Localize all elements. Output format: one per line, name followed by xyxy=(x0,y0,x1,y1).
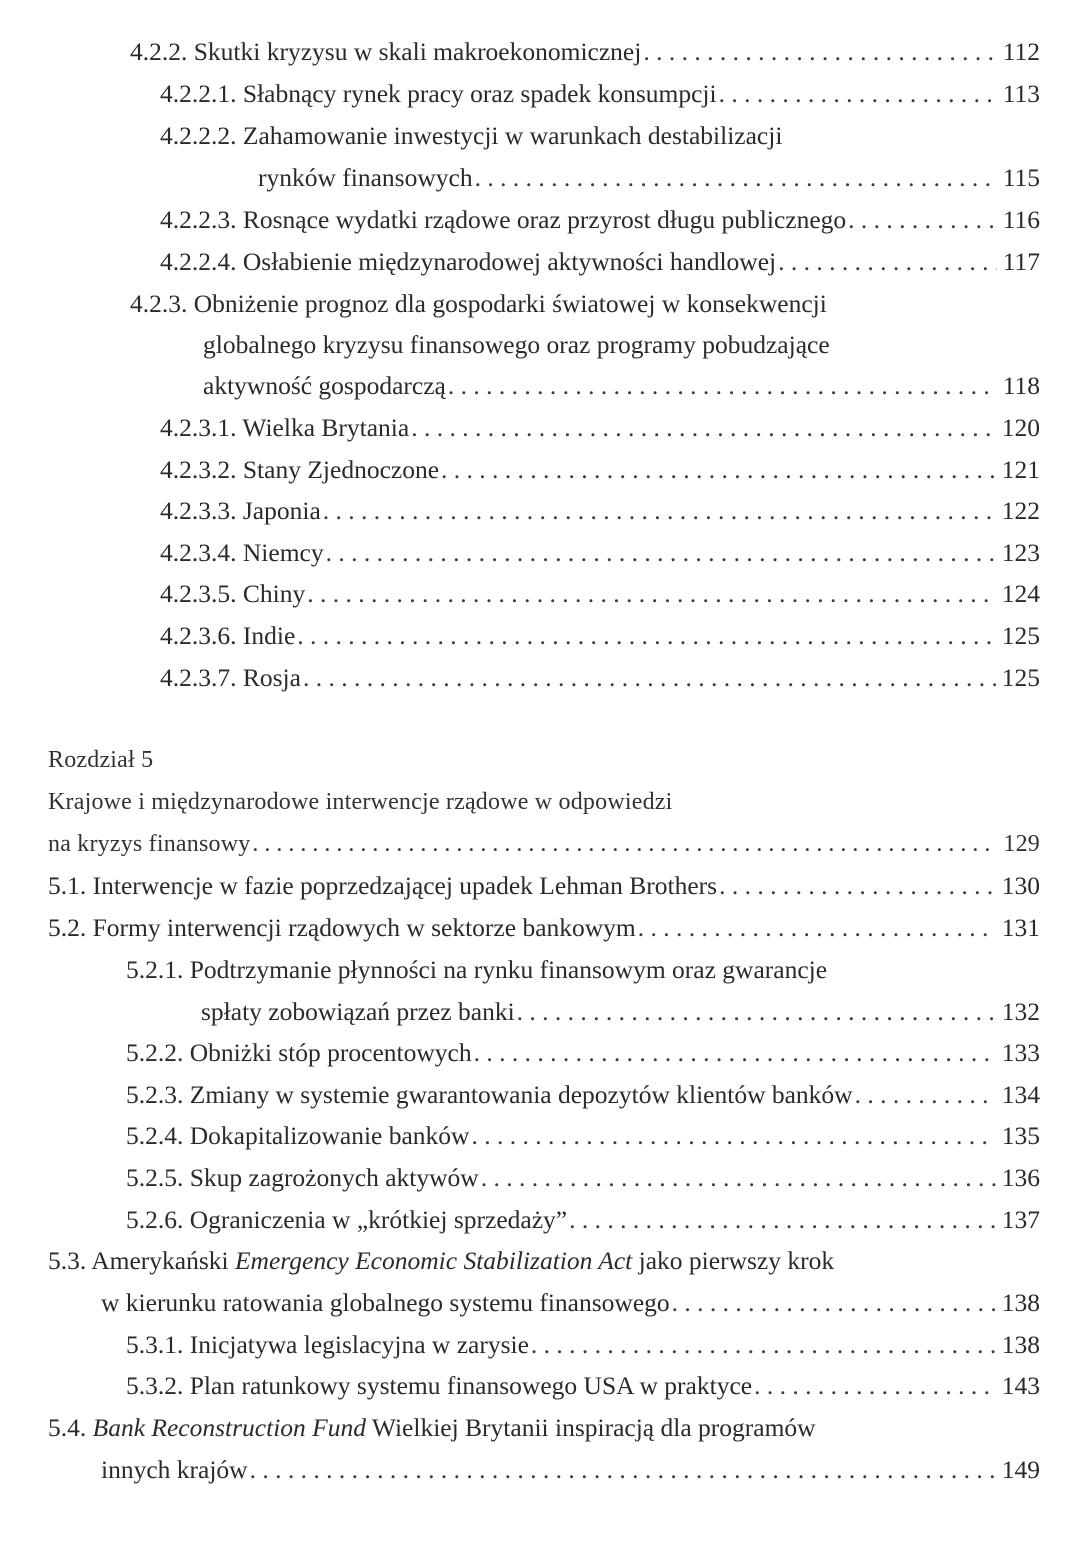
toc-page-number: 132 xyxy=(1001,997,1040,1026)
toc-entry[interactable] xyxy=(101,1283,1040,1323)
toc-page-number: 143 xyxy=(1001,1371,1040,1400)
toc-page-number: 138 xyxy=(1001,1330,1040,1359)
toc-entry[interactable] xyxy=(126,1325,1040,1365)
dot-leader xyxy=(326,533,996,573)
toc-page-number: 120 xyxy=(1001,413,1040,442)
toc-entry[interactable] xyxy=(203,366,1040,406)
toc-entry[interactable] xyxy=(160,533,1040,573)
toc-entry[interactable] xyxy=(126,1200,1040,1240)
dot-leader xyxy=(303,658,996,698)
toc-entry-title: 4.2.2.1. Słabnący rynek pracy oraz spadek konsumpcji xyxy=(160,79,717,108)
toc-page-number: 123 xyxy=(1001,538,1040,567)
dot-leader xyxy=(481,1158,996,1198)
toc-entry[interactable] xyxy=(48,824,1040,864)
toc-entry-title: 4.2.3.3. Japonia xyxy=(160,496,321,525)
toc-page-number: 118 xyxy=(1002,371,1040,400)
toc-entry-title: 4.2.3.4. Niemcy xyxy=(160,538,324,567)
dot-leader xyxy=(638,908,996,948)
toc-page-number: 115 xyxy=(1002,163,1040,192)
chapter-title[interactable]: Krajowe i międzynarodowe interwencje rządowe w odpowiedzi xyxy=(48,789,673,815)
toc-page-number: 122 xyxy=(1001,496,1040,525)
toc-entry[interactable] xyxy=(48,908,1040,948)
toc-page-number: 133 xyxy=(1001,1038,1040,1067)
dot-leader xyxy=(643,32,996,72)
dot-leader xyxy=(855,1075,996,1115)
toc-entry[interactable] xyxy=(126,1116,1040,1156)
toc-entry-title: 5.3.2. Plan ratunkowy systemu finansowego USA w praktyce xyxy=(126,1371,753,1400)
toc-entry-title: 4.2.3.1. Wielka Brytania xyxy=(160,413,410,442)
dot-leader xyxy=(754,1366,996,1406)
toc-entry-title: 4.2.2.3. Rosnące wydatki rządowe oraz przyrost długu publicznego xyxy=(160,205,847,234)
dot-leader xyxy=(719,866,996,906)
dot-leader xyxy=(475,158,997,198)
toc-page-number: 124 xyxy=(1001,579,1040,608)
toc-entry-title: rynków finansowych xyxy=(258,163,473,192)
chapter-label: Rozdział 5 xyxy=(48,747,154,773)
toc-page-number: 135 xyxy=(1001,1121,1040,1150)
dot-leader xyxy=(778,242,997,282)
toc-entry-title: globalnego kryzysu finansowego oraz programy pobudzające xyxy=(203,330,830,359)
toc-entry-title: 5.2.6. Ograniczenia w „krótkiej sprzedaży” xyxy=(126,1205,568,1234)
toc-page-number: 125 xyxy=(1001,663,1040,692)
toc-entry-title: w kierunku ratowania globalnego systemu finansowego xyxy=(101,1288,670,1317)
dot-leader xyxy=(672,1283,996,1323)
toc-page-number: 116 xyxy=(1002,205,1040,234)
toc-entry-title: aktywność gospodarczą xyxy=(203,371,446,400)
chapter-title: na kryzys finansowy xyxy=(48,831,251,857)
dot-leader xyxy=(569,1200,996,1240)
dot-leader xyxy=(471,1116,995,1156)
toc-entry[interactable] xyxy=(48,866,1040,906)
toc-page-number: 137 xyxy=(1001,1205,1040,1234)
toc-entry-title: 5.2.5. Skup zagrożonych aktywów xyxy=(126,1163,479,1192)
dot-leader xyxy=(441,450,996,490)
toc-entry[interactable] xyxy=(126,1075,1040,1115)
dot-leader xyxy=(517,992,996,1032)
toc-entry-title: 5.2.2. Obniżki stóp procentowych xyxy=(126,1038,472,1067)
toc-page-number: 130 xyxy=(1001,871,1040,900)
toc-entry-title: 4.2.3.7. Rosja xyxy=(160,663,301,692)
toc-entry[interactable] xyxy=(126,1033,1040,1073)
toc-entry-title: 5.2.4. Dokapitalizowanie banków xyxy=(126,1121,470,1150)
toc-entry[interactable] xyxy=(126,1158,1040,1198)
toc-entry[interactable] xyxy=(160,242,1040,282)
toc-entry[interactable] xyxy=(126,1366,1040,1406)
toc-entry-title[interactable]: 5.2.1. Podtrzymanie płynności na rynku finansowym oraz gwarancje xyxy=(126,955,828,984)
toc-entry-title: 5.2. Formy interwencji rządowych w sektorze bankowym xyxy=(48,913,636,942)
toc-page-number: 121 xyxy=(1001,455,1040,484)
toc-page-number: 129 xyxy=(1003,831,1040,857)
toc-entry-title[interactable]: 5.4. Bank Reconstruction Fund Wielkiej Brytanii inspiracją dla programów xyxy=(48,1413,816,1442)
dot-leader xyxy=(474,1033,996,1073)
toc-entry[interactable] xyxy=(130,32,1040,72)
toc-page-number: 136 xyxy=(1001,1163,1040,1192)
toc-entry[interactable] xyxy=(258,158,1040,198)
toc-page-number: 138 xyxy=(1001,1288,1040,1317)
toc-entry[interactable] xyxy=(160,491,1040,531)
toc-entry-title: 4.2.3.6. Indie xyxy=(160,621,296,650)
toc-entry-title: 4.2.3.2. Stany Zjednoczone xyxy=(160,455,440,484)
toc-entry[interactable] xyxy=(160,616,1040,656)
toc-page-number: 113 xyxy=(1002,79,1040,108)
toc-entry-title[interactable]: 4.2.3. Obniżenie prognoz dla gospodarki światowej w konsekwencji xyxy=(130,289,827,318)
toc-page-number: 117 xyxy=(1002,247,1040,276)
toc-entry-title: 5.3.1. Inicjatywa legislacyjna w zarysie xyxy=(126,1330,529,1359)
toc-entry-title: 4.2.2.4. Osłabienie międzynarodowej aktywności handlowej xyxy=(160,247,777,276)
dot-leader xyxy=(411,408,996,448)
toc-entry-title[interactable]: 5.3. Amerykański Emergency Economic Stabilization Act jako pierwszy krok xyxy=(48,1246,835,1275)
toc-page-number: 112 xyxy=(1002,37,1040,66)
dot-leader xyxy=(297,616,995,656)
toc-entry[interactable] xyxy=(201,992,1040,1032)
dot-leader xyxy=(531,1325,996,1365)
dot-leader xyxy=(307,574,996,614)
toc-entry-title: 5.1. Interwencje w fazie poprzedzającej upadek Lehman Brothers xyxy=(48,871,718,900)
dot-leader xyxy=(719,74,997,114)
toc-page-number: 131 xyxy=(1001,913,1040,942)
dot-leader xyxy=(252,824,997,864)
toc-entry[interactable] xyxy=(160,658,1040,698)
toc-entry[interactable] xyxy=(160,74,1040,114)
toc-entry-title: 4.2.3.5. Chiny xyxy=(160,579,306,608)
toc-entry[interactable] xyxy=(160,574,1040,614)
toc-entry[interactable] xyxy=(101,1450,1040,1490)
toc-entry-title: 4.2.2. Skutki kryzysu w skali makroekonomicznej xyxy=(130,37,642,66)
toc-page-number: 149 xyxy=(1001,1455,1040,1484)
toc-entry[interactable] xyxy=(160,200,1040,240)
toc-entry-title: 5.2.3. Zmiany w systemie gwarantowania depozytów klientów banków xyxy=(126,1080,853,1109)
dot-leader xyxy=(448,366,997,406)
toc-page-number: 134 xyxy=(1001,1080,1040,1109)
dot-leader xyxy=(250,1450,996,1490)
dot-leader xyxy=(848,200,997,240)
toc-entry[interactable] xyxy=(160,408,1040,448)
toc-entry[interactable] xyxy=(160,450,1040,490)
dot-leader xyxy=(323,491,996,531)
toc-entry-title[interactable]: 4.2.2.2. Zahamowanie inwestycji w warunkach destabilizacji xyxy=(160,121,783,150)
toc-entry-title: spłaty zobowiązań przez banki xyxy=(201,997,515,1026)
toc-entry-title: innych krajów xyxy=(101,1455,248,1484)
toc-page-number: 125 xyxy=(1001,621,1040,650)
